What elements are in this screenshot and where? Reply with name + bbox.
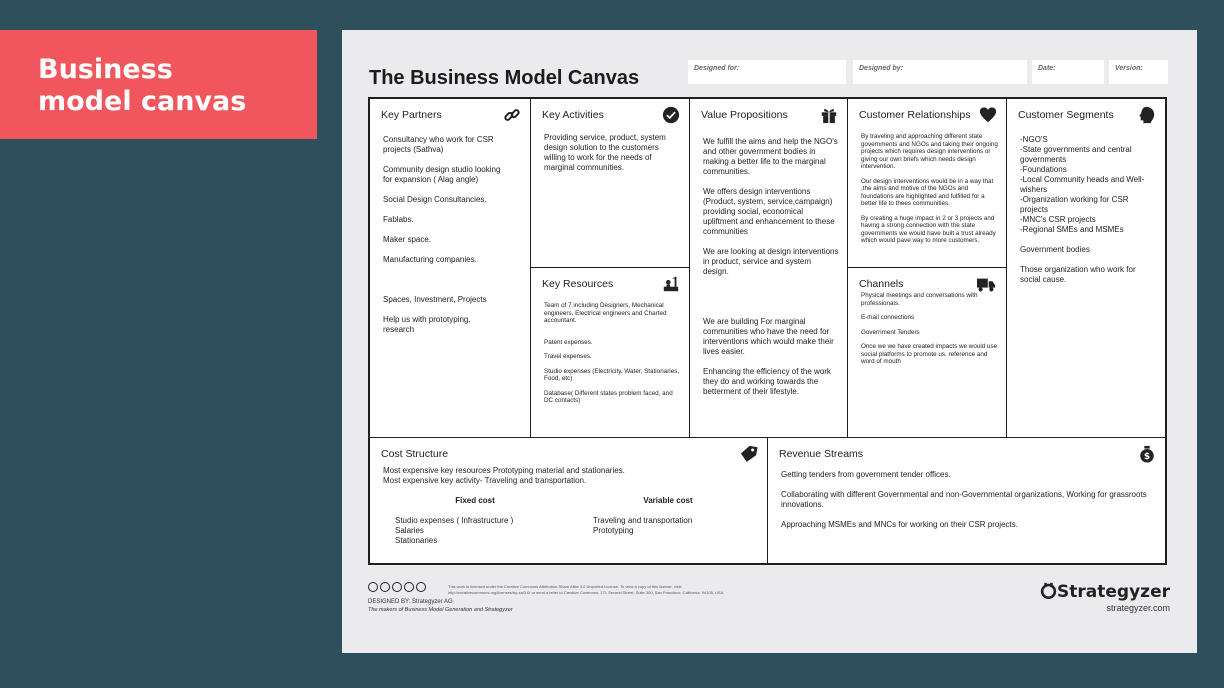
value-propositions-title: Value Propositions (701, 109, 788, 121)
cost-structure-title: Cost Structure (381, 448, 449, 460)
revenue-streams-block (767, 437, 1165, 563)
variable-cost-column: Variable cost Traveling and transportation Prototyping (593, 496, 693, 535)
version-field: Version: (1109, 60, 1168, 84)
slide-title-banner (0, 30, 317, 139)
customer-relationships-block (847, 99, 1006, 267)
key-resources-title: Key Resources (542, 278, 614, 290)
svg-text:$: $ (1143, 451, 1151, 462)
business-model-canvas-sheet (342, 30, 1197, 653)
designed-for-field: Designed for: (688, 60, 846, 84)
customer-segments-list: -NGO'S -State governments and central governments -Foundations -Local Community heads and Well-wishers -Organization working for CSR projects -MNC's CSR projects -Regional SMEs and MSMEs (1020, 135, 1145, 234)
customer-segments-title: Customer Segments (1018, 109, 1114, 121)
strategyzer-logo-icon (1040, 582, 1057, 599)
key-partners-block (370, 99, 530, 437)
canvas-title: The Business Model Canvas (369, 67, 640, 89)
head-icon (1138, 106, 1156, 124)
cc-icon (368, 582, 378, 592)
key-activities-title: Key Activities (542, 109, 604, 121)
truck-icon (975, 275, 997, 293)
strategyzer-tagline: The makers of Business Model Generation and Strategyzer (368, 607, 513, 613)
noncommercial-icon (392, 582, 402, 592)
key-activities-block (530, 99, 689, 267)
key-resources-block (530, 267, 689, 437)
designed-by-field: Designed by: (853, 60, 1027, 84)
worker-icon (662, 275, 680, 293)
slide-title: Business model canvas (38, 54, 247, 117)
attribution-icon (380, 582, 390, 592)
cost-structure-block (370, 437, 767, 563)
canvas-grid (368, 97, 1167, 565)
license-text: This work is licensed under the Creative Commons Attribution-Share Alike 3.0 Unported License. To view a copy of this license, visit: http://creativecommons.org/licenses/by-sa/3.0/ or send a letter to Creative Commons, 171 Second Street, Suite 300, San Francisco, California, 94105, USA. (448, 584, 725, 595)
check-icon (662, 106, 680, 124)
customer-segments-block (1006, 99, 1165, 437)
channels-block (847, 267, 1006, 437)
share-alike-icon (404, 582, 414, 592)
customer-segments-body: -NGO'S -State governments and central governments -Foundations -Local Community heads and Well-wishers -Organization working for CSR projects -MNC's CSR projects -Regional SMEs and MSMEs Government bodies Those organization who work for social cause. (1020, 135, 1157, 295)
date-field: Date: (1032, 60, 1104, 84)
cost-structure-body: Most expensive key resources Prototyping material and stationaries. Most expensive key activity- Traveling and transportation. Fixed cost Studio expenses ( Infrastructure ) Salaries Stationaries Variable cost Traveling and transportation Prototyping (383, 466, 759, 486)
gift-icon (820, 106, 838, 124)
strategyzer-website: strategyzer.com (1106, 603, 1170, 613)
revenue-streams-title: Revenue Streams (779, 448, 864, 460)
key-activities-body: Providing service, product, system design solution to the customers willing to work for the needs of marginal communities. (544, 133, 666, 172)
customer-relationships-title: Customer Relationships (859, 109, 971, 121)
canvas-footer (368, 582, 1168, 642)
key-resources-body: Team of 7 including Designers, Mechanical engineers, Electrical engineers and Charted accountant. Patent expenses. Travel expenses. Studio expenses (Electricity, Water, Stationaries, Food, etc) Database( Different states problem faced, and DC contacts) (544, 302, 680, 404)
strategyzer-logo: Strategyzer (1040, 582, 1170, 602)
channels-title: Channels (859, 278, 904, 290)
link-icon (503, 106, 521, 124)
customer-relationships-body: By traveling and approaching different state governments and NGOs and taking their ongoing projects which requires design interventions or giving our own briefs which needs design intervention. Our design interventions would be in a way that ,the aims and motive of the NGOs and foundations are highlighted and fulfilled for a better life to thees communities. By creating a huge impact in 2 or 3 projects and having a strong connection with the state governments we would have built a trust already which would pave way to more customers. (861, 133, 998, 244)
revenue-streams-body: Getting tenders from government tender offices. Collaborating with different Governmental and non-Governmental organizations, Working for grassroots innovations. Approaching MSMEs and MNCs for working on their CSR projects. (781, 470, 1147, 529)
value-propositions-block (689, 99, 847, 437)
value-propositions-body: We fulfill the aims and help the NGO's and other government bodies in making a better life to the marginal communities. We offers design interventions (Product, system, service,campaign) providing social, economical upliftment and enhancement to these communities We are looking at design interventions in product, service and system design. We are building For marginal communities who have the need for interventions which would make their lives easier. Enhancing the efficiency of the work they do and working towards the betterment of their lifestyle. (703, 137, 839, 396)
key-partners-title: Key Partners (381, 109, 442, 121)
key-partners-body: Consultancy who work for CSR projects (Sathva) Community design studio looking for expansion ( Alag angle) Social Design Consultancies. Fablabs. Maker space. Manufacturing companies. Spaces, Investment, Projects Help us with prototyping, research (383, 135, 501, 334)
designed-by-credit: DESIGNED BY: Strategyzer AG (368, 599, 453, 605)
fixed-cost-column: Fixed cost Studio expenses ( Infrastructure ) Salaries Stationaries (395, 496, 514, 545)
money-bag-icon (1138, 445, 1156, 463)
channels-body: Physical meetings and conversations with professionals. E-mail connections Government Tenders Once we we have created impacts we would use social platforms to promote us. reference and word of mouth (861, 292, 998, 365)
heart-icon (979, 106, 997, 124)
tag-icon (740, 445, 758, 463)
info-icon (416, 582, 426, 592)
